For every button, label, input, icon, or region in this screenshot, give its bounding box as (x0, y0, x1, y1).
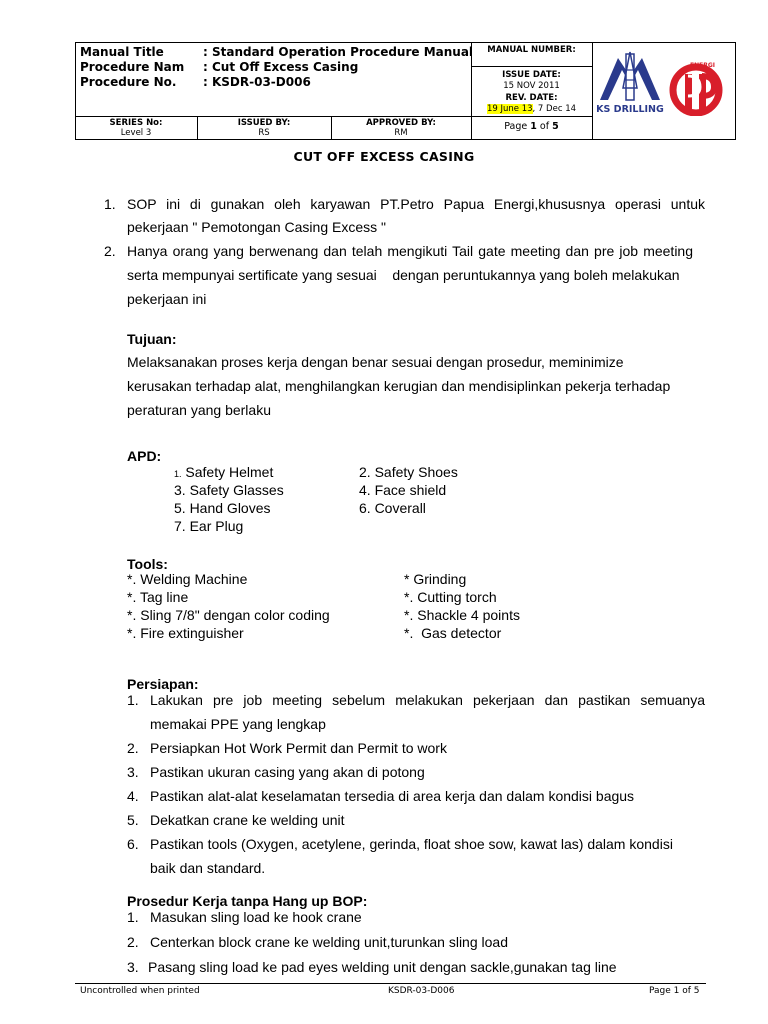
tujuan-line: kerusakan terhadap alat, menghilangkan kerugian dan mendisiplinkan pekerja terhadap (127, 378, 671, 394)
rev-date-value (471, 104, 592, 114)
intro-num-1: 1. (104, 196, 116, 212)
tools-item: * Grinding (404, 571, 467, 587)
header-divider (75, 116, 592, 117)
footer-page: Page 1 of 5 (649, 986, 700, 996)
persiapan-num: 4. (127, 788, 139, 804)
ks-drilling-logo (596, 48, 664, 120)
prosedur-num: 1. (127, 909, 139, 925)
petro-papua-logo (666, 60, 726, 116)
approved-by-value: RM (394, 128, 408, 138)
tujuan-line: Melaksanakan proses kerja dengan benar sesuai dengan prosedur, meminimize (127, 354, 624, 370)
apd-item: 7. Ear Plug (174, 518, 244, 534)
tools-heading: Tools: (127, 556, 168, 572)
series-value: Level 3 (120, 128, 152, 138)
procedure-no-label: Procedure No. (80, 75, 177, 89)
procedure-no-value: : KSDR-03-D006 (203, 75, 311, 89)
apd-item: 5. Hand Gloves (174, 500, 271, 516)
persiapan-heading: Persiapan: (127, 676, 199, 692)
intro-1-line2: pekerjaan " Pemotongan Casing Excess " (127, 219, 386, 235)
approved-by-label: APPROVED BY: (366, 118, 436, 128)
prosedur-item: Masukan sling load ke hook crane (150, 909, 362, 925)
rev-date-highlight: 19 June 13 (486, 104, 533, 114)
tools-item: *. Gas detector (404, 625, 502, 641)
persiapan-item: Persiapkan Hot Work Permit dan Permit to work (150, 740, 447, 756)
prosedur-item: Pasang sling load ke pad eyes welding unit dengan sackle,gunakan tag line (148, 959, 617, 975)
manual-title-value: : Standard Operation Procedure Manual (203, 45, 474, 59)
prosedur-item: Centerkan block crane ke welding unit,turunkan sling load (150, 934, 508, 950)
page-indicator: Page 1 of 5 (504, 121, 559, 132)
persiapan-num: 1. (127, 692, 139, 708)
persiapan-item-cont: memakai PPE yang lengkap (150, 716, 326, 732)
footer-left: Uncontrolled when printed (80, 986, 200, 996)
procedure-name-label: Procedure Nam (80, 60, 185, 74)
persiapan-item: Dekatkan crane ke welding unit (150, 812, 345, 828)
persiapan-item: Pastikan alat-alat keselamatan tersedia di area kerja dan dalam kondisi bagus (150, 788, 635, 804)
page-title: CUT OFF EXCESS CASING (293, 149, 475, 164)
procedure-name-value: : Cut Off Excess Casing (203, 60, 359, 74)
issue-date-value: 15 NOV 2011 (503, 81, 560, 91)
apd-heading: APD: (127, 448, 162, 464)
apd-item: 4. Face shield (359, 482, 447, 498)
apd-item: 1. Safety Helmet (174, 464, 274, 480)
intro-1-line1: SOP ini di gunakan oleh karyawan PT.Petro Papua Energi,khususnya operasi untuk (127, 196, 705, 212)
tools-item: *. Fire extinguisher (127, 625, 244, 641)
footer-rule (75, 983, 706, 984)
tools-item: *. Cutting torch (404, 589, 497, 605)
ks-drilling-text: KS DRILLING (596, 104, 664, 115)
header-divider (471, 66, 592, 67)
tools-item: *. Sling 7/8" dengan color coding (127, 607, 330, 623)
tools-item: *. Welding Machine (127, 571, 248, 587)
issued-by-label: ISSUED BY: (237, 118, 291, 128)
issued-by-value: RS (258, 128, 270, 138)
energi-text: ENERGI (690, 62, 715, 69)
tujuan-heading: Tujuan: (127, 331, 177, 347)
manual-number-label: MANUAL NUMBER: (487, 45, 576, 55)
persiapan-num: 5. (127, 812, 139, 828)
prosedur-num: 2. (127, 934, 139, 950)
tools-item: *. Tag line (127, 589, 189, 605)
prosedur-heading: Prosedur Kerja tanpa Hang up BOP: (127, 893, 368, 909)
persiapan-item-cont: baik dan standard. (150, 860, 266, 876)
intro-2-line1: Hanya orang yang berwenang dan telah mengikuti Tail gate meeting dan pre job meeting (127, 243, 693, 259)
series-label: SERIES No: (109, 118, 163, 128)
tujuan-line: peraturan yang berlaku (127, 402, 271, 418)
issue-date-label: ISSUE DATE: (502, 70, 561, 80)
intro-2-line3: pekerjaan ini (127, 291, 207, 307)
intro-2-line2: serta mempunyai sertificate yang sesuai dengan peruntukannya yang boleh melakukan (127, 267, 680, 283)
rev-date-label: REV. DATE: (505, 93, 558, 103)
apd-item: 6. Coverall (359, 500, 426, 516)
rev-date-rest: , 7 Dec 14 (532, 104, 577, 114)
persiapan-item: Pastikan ukuran casing yang akan di potong (150, 764, 425, 780)
prosedur-num: 3. (127, 959, 139, 975)
persiapan-num: 2. (127, 740, 139, 756)
apd-item: 3. Safety Glasses (174, 482, 284, 498)
intro-num-2: 2. (104, 243, 116, 259)
persiapan-num: 6. (127, 836, 139, 852)
persiapan-item: Pastikan tools (Oxygen, acetylene, gerinda, float shoe sow, kawat las) dalam kondisi (150, 836, 673, 852)
manual-title-label: Manual Title (80, 45, 164, 59)
footer-center: KSDR-03-D006 (388, 986, 455, 996)
persiapan-item: Lakukan pre job meeting sebelum melakukan pekerjaan dan pastikan semuanya (150, 692, 705, 708)
header-divider (592, 42, 593, 140)
tools-item: *. Shackle 4 points (404, 607, 520, 623)
apd-item: 2. Safety Shoes (359, 464, 458, 480)
persiapan-num: 3. (127, 764, 139, 780)
